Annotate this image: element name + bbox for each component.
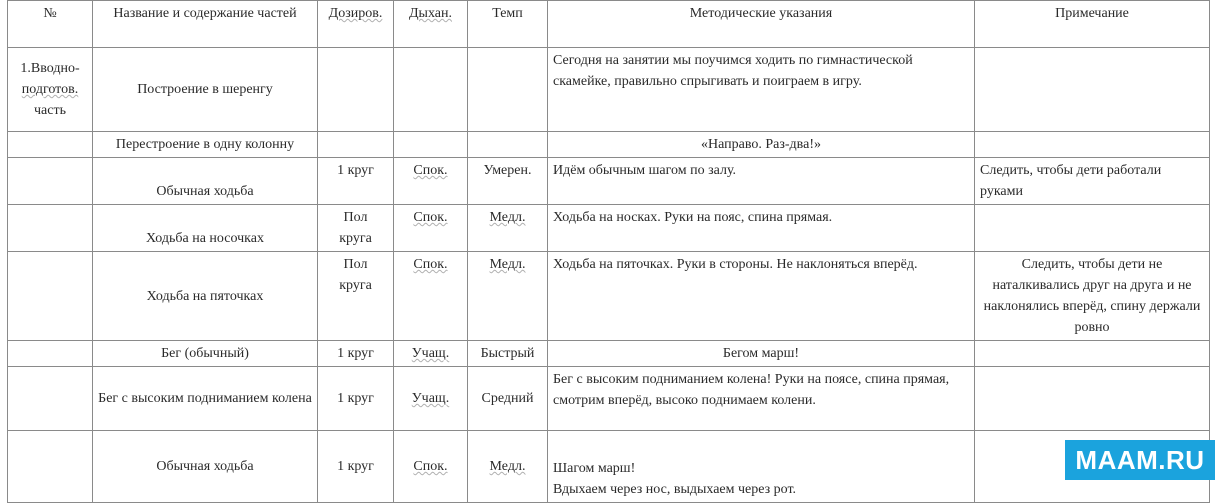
row-breath	[394, 341, 468, 367]
row-num	[8, 132, 93, 158]
row-num	[8, 158, 93, 205]
row-breath-text: Учащ.	[411, 346, 450, 361]
header-note: Примечание	[975, 1, 1210, 48]
row-num-line: часть	[34, 103, 66, 118]
row-breath	[394, 205, 468, 252]
table-row	[8, 158, 1210, 205]
row-name: Обычная ходьба	[93, 431, 318, 503]
row-breath	[394, 252, 468, 341]
row-note	[975, 367, 1210, 431]
row-name: Перестроение в одну колонну	[93, 132, 318, 158]
row-dose-line: Пол	[343, 257, 368, 272]
row-method: Ходьба на носках. Руки на пояс, спина прямая.	[548, 205, 975, 252]
row-note	[975, 341, 1210, 367]
row-dose: 1 круг	[318, 158, 394, 205]
row-note: Следить, чтобы дети не наталкивались друг на друга и не наклонялись вперёд, спину держали ровно	[975, 252, 1210, 341]
header-row	[8, 1, 1210, 48]
row-tempo	[468, 252, 548, 341]
row-breath	[394, 158, 468, 205]
header-breath	[394, 1, 468, 48]
row-tempo	[468, 132, 548, 158]
row-dose-line: круга	[339, 231, 372, 246]
lesson-plan-table	[7, 0, 1210, 503]
row-note	[975, 205, 1210, 252]
row-breath	[394, 367, 468, 431]
row-breath	[394, 431, 468, 503]
row-num	[8, 341, 93, 367]
maam-watermark: MAAM.RU	[1065, 440, 1215, 480]
row-name: Ходьба на пяточках	[93, 252, 318, 341]
header-num: №	[8, 1, 93, 48]
row-tempo	[468, 205, 548, 252]
row-note: Следить, чтобы дети работали руками	[975, 158, 1210, 205]
table-row	[8, 341, 1210, 367]
header-tempo: Темп	[468, 1, 548, 48]
row-tempo-text: Медл.	[489, 257, 526, 272]
table-row	[8, 431, 1210, 503]
row-num-line: 1.Вводно-	[20, 61, 80, 76]
row-dose	[318, 132, 394, 158]
table-row	[8, 205, 1210, 252]
row-tempo: Средний	[468, 367, 548, 431]
row-num-line: подготов.	[21, 82, 79, 97]
row-breath	[394, 48, 468, 132]
table-row	[8, 48, 1210, 132]
row-dose	[318, 205, 394, 252]
row-name: Построение в шеренгу	[93, 48, 318, 132]
header-dose-text: Дозиров.	[328, 6, 383, 21]
row-tempo-text: Медл.	[489, 459, 526, 474]
row-dose-line: круга	[339, 278, 372, 293]
row-breath-text: Спок.	[413, 210, 448, 225]
row-tempo-text: Медл.	[489, 210, 526, 225]
row-num	[8, 431, 93, 503]
row-name: Бег (обычный)	[93, 341, 318, 367]
row-tempo: Умерен.	[468, 158, 548, 205]
row-dose	[318, 252, 394, 341]
row-note	[975, 48, 1210, 132]
header-method: Методические указания	[548, 1, 975, 48]
row-method-line: Вдыхаем через нос, выдыхаем через рот.	[553, 482, 797, 497]
row-dose-line: Пол	[343, 210, 368, 225]
row-method: Идём обычным шагом по залу.	[548, 158, 975, 205]
row-method: Сегодня на занятии мы поучимся ходить по гимнастической скамейке, правильно спрыгивать и поиграем в игру.	[548, 48, 975, 132]
row-dose	[318, 48, 394, 132]
row-num	[8, 48, 93, 132]
row-num	[8, 252, 93, 341]
header-breath-text: Дыхан.	[409, 6, 452, 21]
row-breath-text: Учащ.	[411, 391, 450, 406]
row-tempo	[468, 431, 548, 503]
row-method: Бегом марш!	[548, 341, 975, 367]
row-tempo	[468, 48, 548, 132]
row-breath-text: Спок.	[413, 257, 448, 272]
row-num	[8, 205, 93, 252]
row-dose: 1 круг	[318, 431, 394, 503]
row-method: Бег с высоким подниманием колена! Руки на поясе, спина прямая, смотрим вперёд, высоко поднимаем колени.	[548, 367, 975, 431]
row-note	[975, 132, 1210, 158]
row-method-line: Шагом марш!	[553, 461, 636, 476]
table-row	[8, 367, 1210, 431]
table-row	[8, 132, 1210, 158]
row-breath-text: Спок.	[413, 459, 448, 474]
row-dose: 1 круг	[318, 367, 394, 431]
row-method: «Направо. Раз-два!»	[548, 132, 975, 158]
row-name: Бег с высоким подниманием колена	[93, 367, 318, 431]
row-name: Ходьба на носочках	[93, 205, 318, 252]
row-tempo: Быстрый	[468, 341, 548, 367]
row-breath-text: Спок.	[413, 163, 448, 178]
row-breath	[394, 132, 468, 158]
table-row	[8, 252, 1210, 341]
row-num	[8, 367, 93, 431]
header-name: Название и содержание частей	[93, 1, 318, 48]
row-dose: 1 круг	[318, 341, 394, 367]
row-name: Обычная ходьба	[93, 158, 318, 205]
row-method: Ходьба на пяточках. Руки в стороны. Не наклоняться вперёд.	[548, 252, 975, 341]
header-dose	[318, 1, 394, 48]
row-method	[548, 431, 975, 503]
